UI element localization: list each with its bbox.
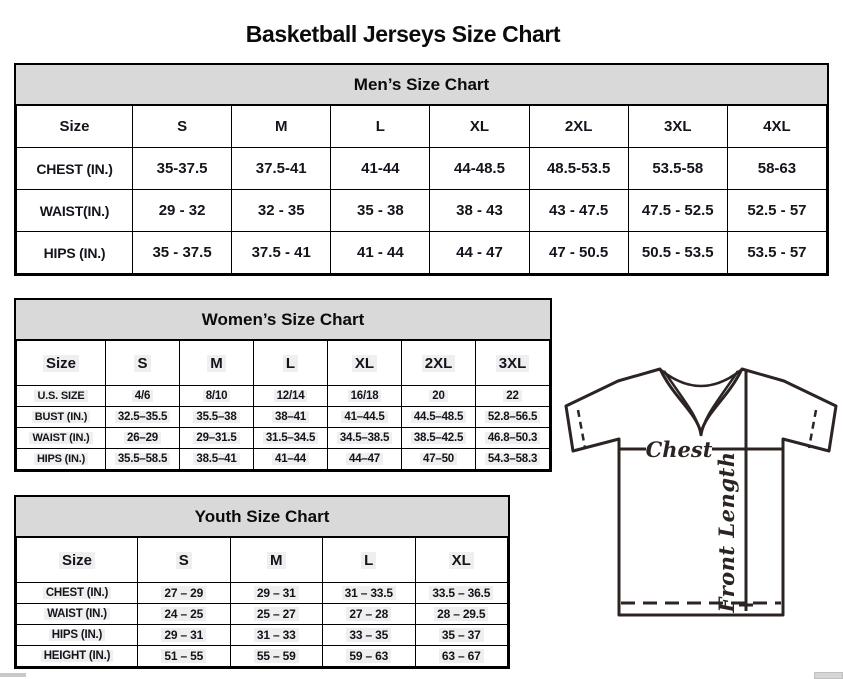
column-header: XL [328, 341, 402, 386]
column-header: M [232, 106, 331, 148]
size-value: 29 - 32 [133, 190, 232, 232]
column-header: Size [17, 538, 138, 583]
size-value: 22 [476, 386, 550, 407]
column-header: M [180, 341, 254, 386]
size-value: 28 – 29.5 [415, 604, 508, 625]
row-label: HIPS (IN.) [17, 232, 133, 274]
size-value: 32.5–35.5 [106, 407, 180, 428]
youth-size-table [16, 537, 508, 667]
size-value: 47.5 - 52.5 [628, 190, 727, 232]
table-row [17, 604, 508, 625]
size-value: 51 – 55 [138, 646, 231, 667]
size-value: 31.5–34.5 [254, 428, 328, 449]
size-value: 29 – 31 [138, 625, 231, 646]
row-label: BUST (IN.) [17, 407, 106, 428]
column-header: 3XL [476, 341, 550, 386]
column-header: 3XL [628, 106, 727, 148]
size-value: 33.5 – 36.5 [415, 583, 508, 604]
column-header: L [254, 341, 328, 386]
size-value: 41 - 44 [331, 232, 430, 274]
row-label: U.S. SIZE [17, 386, 106, 407]
size-value: 35.5–38 [180, 407, 254, 428]
size-value: 33 – 35 [323, 625, 416, 646]
mens-chart-title: Men’s Size Chart [16, 65, 827, 105]
womens-chart-title: Women’s Size Chart [16, 300, 550, 340]
size-value: 27 – 28 [323, 604, 416, 625]
size-value: 52.8–56.5 [476, 407, 550, 428]
size-value: 31 – 33.5 [323, 583, 416, 604]
front-length-label: Front Length [714, 451, 739, 613]
size-value: 58-63 [727, 148, 826, 190]
youth-size-chart [14, 495, 510, 669]
column-header: XL [415, 538, 508, 583]
size-value: 4/6 [106, 386, 180, 407]
size-value: 54.3–58.3 [476, 449, 550, 470]
table-row [17, 386, 550, 407]
size-value: 55 – 59 [230, 646, 323, 667]
size-value: 34.5–38.5 [328, 428, 402, 449]
size-value: 25 – 27 [230, 604, 323, 625]
size-value: 44-48.5 [430, 148, 529, 190]
size-value: 37.5 - 41 [232, 232, 331, 274]
size-value: 38.5–41 [180, 449, 254, 470]
table-row [17, 583, 508, 604]
size-value: 37.5-41 [232, 148, 331, 190]
horizontal-scrollbar-fragment-right[interactable] [814, 672, 843, 679]
size-value: 29–31.5 [180, 428, 254, 449]
header-row [17, 106, 827, 148]
page-title: Basketball Jerseys Size Chart [245, 21, 561, 48]
jersey-measurement-diagram [556, 356, 838, 626]
size-value: 53.5 - 57 [727, 232, 826, 274]
column-header: 2XL [529, 106, 628, 148]
table-row [17, 190, 827, 232]
table-row [17, 148, 827, 190]
column-header: 4XL [727, 106, 826, 148]
size-value: 35-37.5 [133, 148, 232, 190]
table-row [17, 428, 550, 449]
size-value: 38 - 43 [430, 190, 529, 232]
size-value: 43 - 47.5 [529, 190, 628, 232]
column-header: S [133, 106, 232, 148]
column-header: S [138, 538, 231, 583]
womens-size-chart [14, 298, 552, 472]
size-value: 16/18 [328, 386, 402, 407]
table-row [17, 625, 508, 646]
table-row [17, 407, 550, 428]
size-value: 38–41 [254, 407, 328, 428]
column-header: L [323, 538, 416, 583]
size-value: 38.5–42.5 [402, 428, 476, 449]
row-label: WAIST(IN.) [17, 190, 133, 232]
header-row [17, 538, 508, 583]
column-header: S [106, 341, 180, 386]
size-value: 44 - 47 [430, 232, 529, 274]
jersey-outline-drawing [556, 356, 838, 626]
size-value: 41-44 [331, 148, 430, 190]
size-value: 41–44.5 [328, 407, 402, 428]
size-value: 50.5 - 53.5 [628, 232, 727, 274]
size-value: 35.5–58.5 [106, 449, 180, 470]
row-label: HIPS (IN.) [17, 449, 106, 470]
column-header: M [230, 538, 323, 583]
table-row [17, 449, 550, 470]
size-value: 8/10 [180, 386, 254, 407]
size-value: 29 – 31 [230, 583, 323, 604]
size-value: 35 - 37.5 [133, 232, 232, 274]
mens-size-chart [14, 63, 829, 276]
column-header: XL [430, 106, 529, 148]
size-value: 24 – 25 [138, 604, 231, 625]
table-row [17, 232, 827, 274]
size-value: 53.5-58 [628, 148, 727, 190]
row-label: CHEST (IN.) [17, 583, 138, 604]
size-value: 44–47 [328, 449, 402, 470]
chest-label: Chest [645, 437, 713, 462]
mens-size-table [16, 105, 827, 274]
size-value: 59 – 63 [323, 646, 416, 667]
column-header: Size [17, 341, 106, 386]
size-value: 12/14 [254, 386, 328, 407]
row-label: HEIGHT (IN.) [17, 646, 138, 667]
size-value: 63 – 67 [415, 646, 508, 667]
size-value: 32 - 35 [232, 190, 331, 232]
row-label: CHEST (IN.) [17, 148, 133, 190]
row-label: WAIST (IN.) [17, 604, 138, 625]
size-value: 48.5-53.5 [529, 148, 628, 190]
size-value: 27 – 29 [138, 583, 231, 604]
column-header: Size [17, 106, 133, 148]
size-value: 47–50 [402, 449, 476, 470]
table-row [17, 646, 508, 667]
womens-size-table [16, 340, 550, 470]
size-value: 46.8–50.3 [476, 428, 550, 449]
column-header: L [331, 106, 430, 148]
size-value: 44.5–48.5 [402, 407, 476, 428]
size-value: 26–29 [106, 428, 180, 449]
size-value: 52.5 - 57 [727, 190, 826, 232]
size-value: 47 - 50.5 [529, 232, 628, 274]
size-value: 35 – 37 [415, 625, 508, 646]
size-value: 41–44 [254, 449, 328, 470]
row-label: WAIST (IN.) [17, 428, 106, 449]
row-label: HIPS (IN.) [17, 625, 138, 646]
size-value: 35 - 38 [331, 190, 430, 232]
size-value: 20 [402, 386, 476, 407]
horizontal-scrollbar-fragment-left[interactable] [0, 673, 26, 677]
youth-chart-title: Youth Size Chart [16, 497, 508, 537]
header-row [17, 341, 550, 386]
jersey-body-outline [566, 369, 836, 615]
size-value: 31 – 33 [230, 625, 323, 646]
column-header: 2XL [402, 341, 476, 386]
